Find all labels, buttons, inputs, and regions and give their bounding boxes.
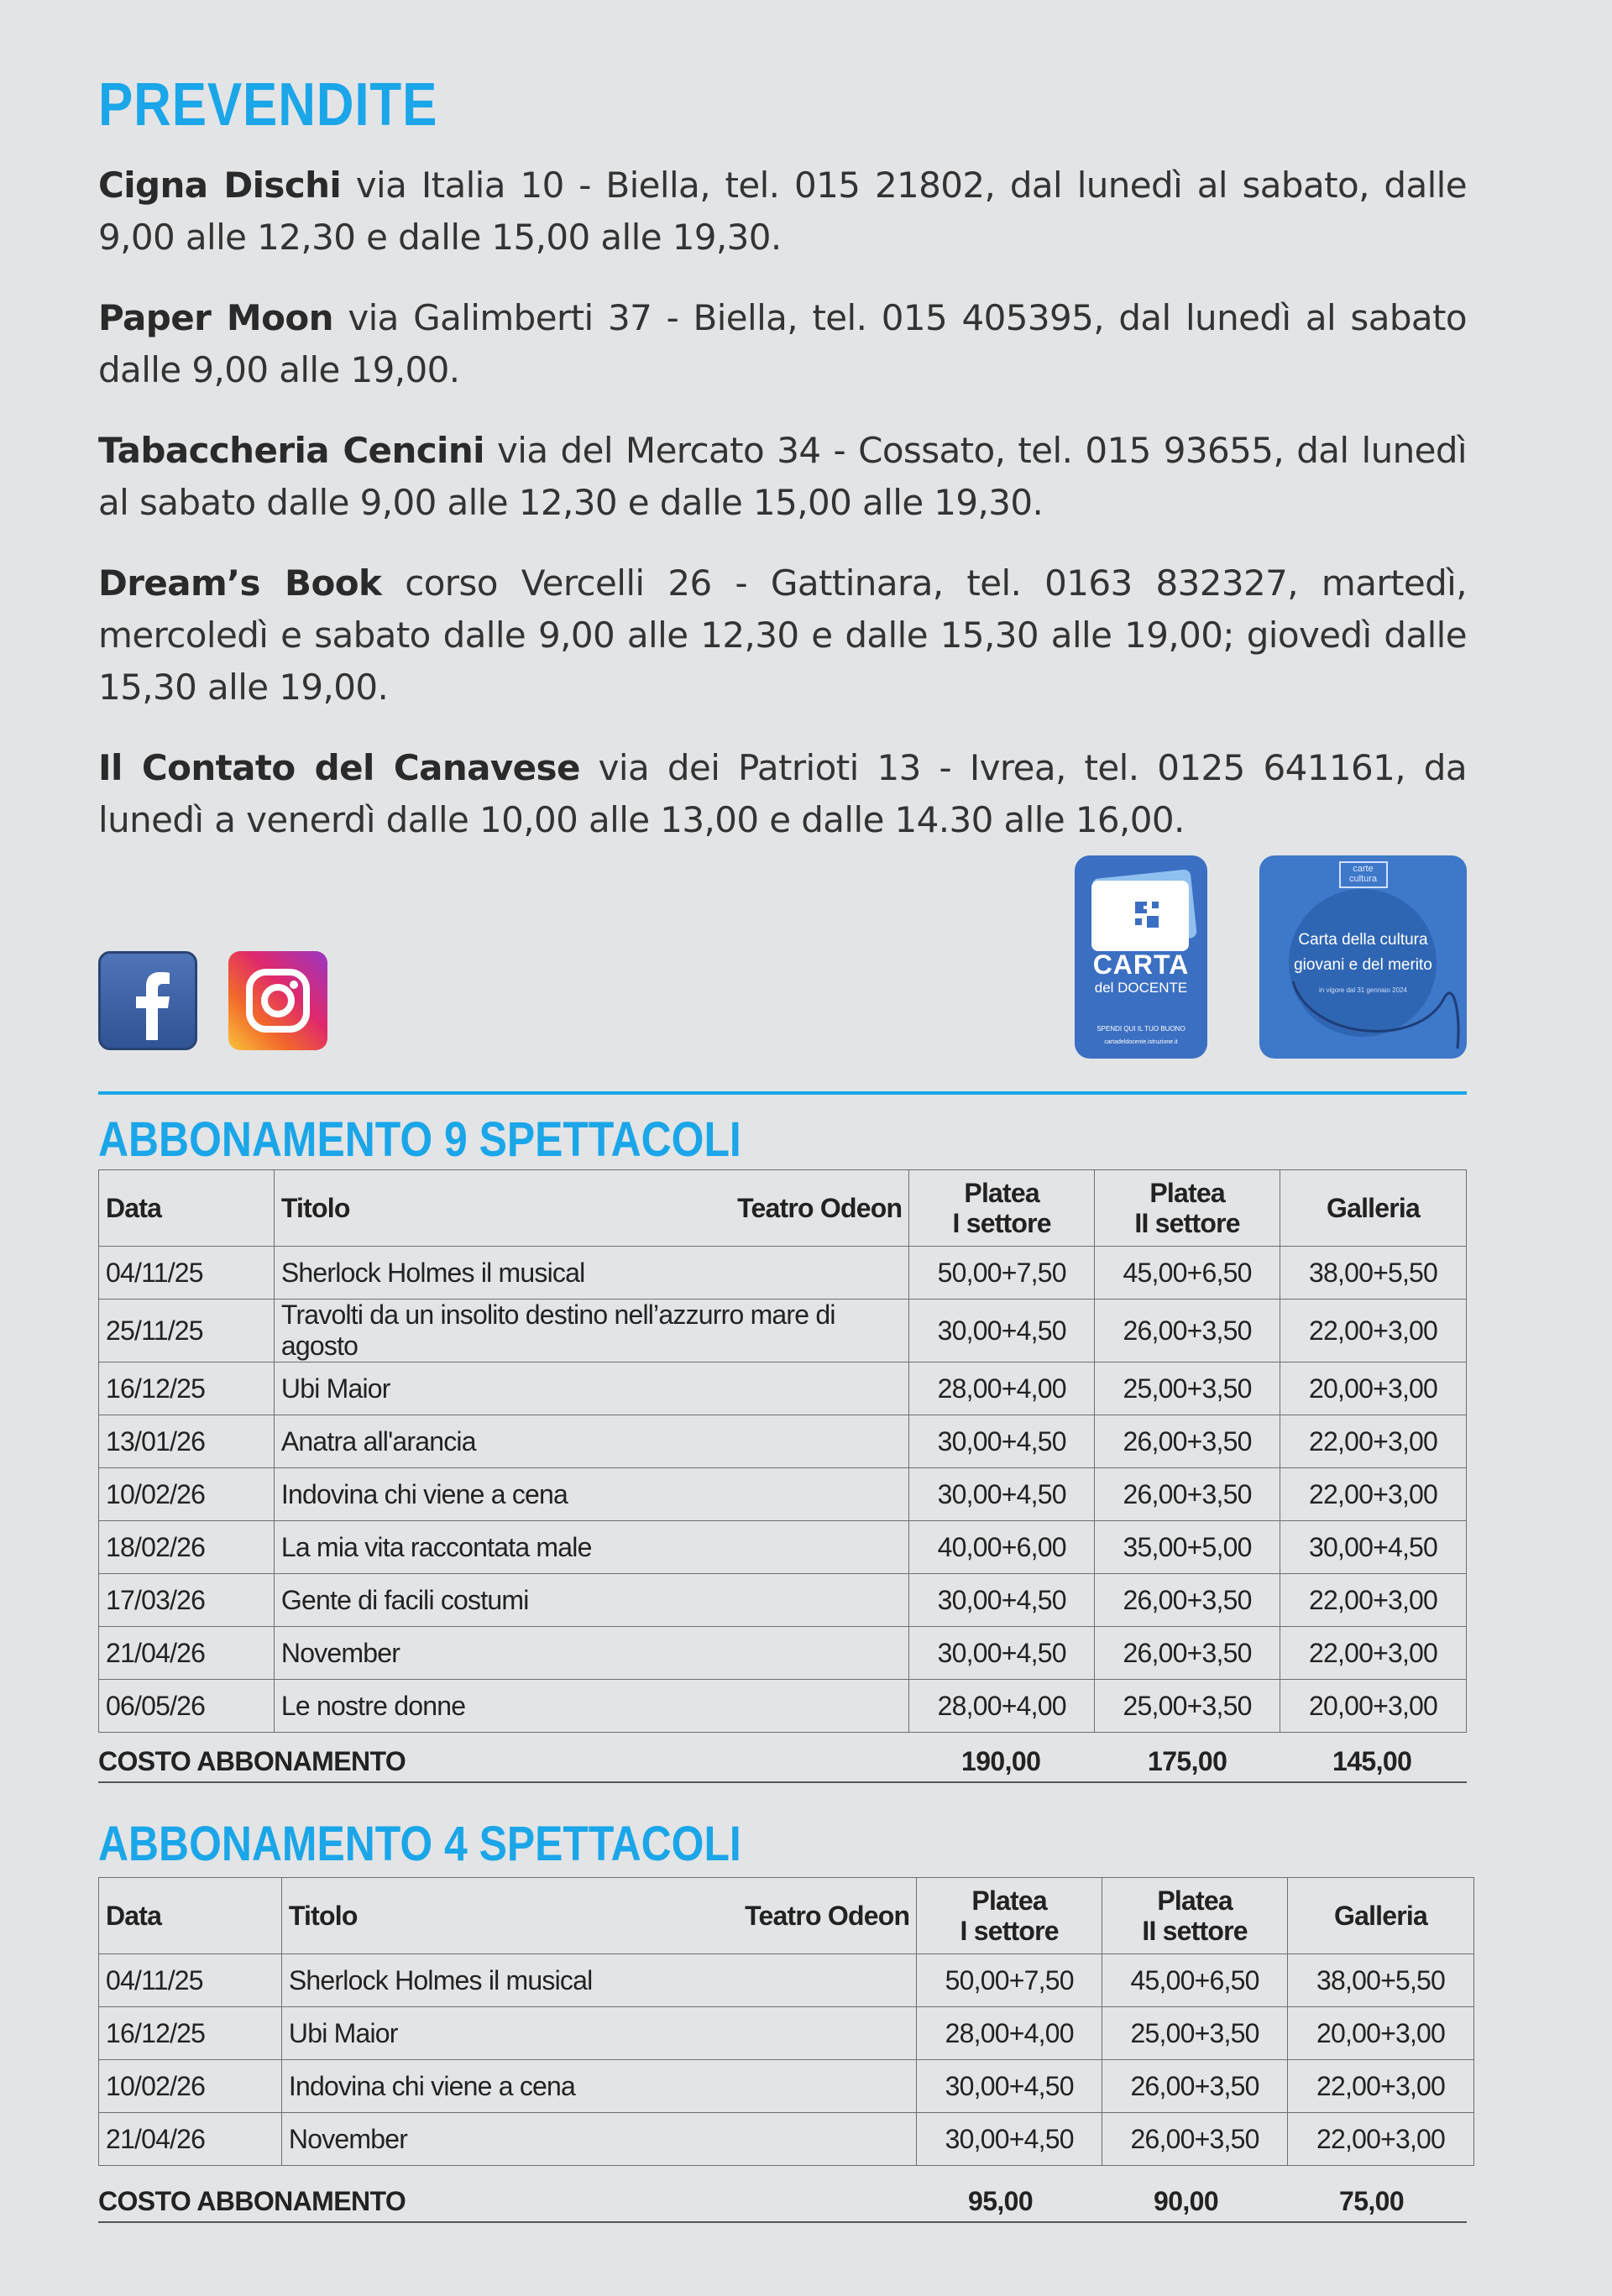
cell-date: 04/11/25 bbox=[99, 1954, 282, 2007]
col-header-label: Platea bbox=[1157, 1885, 1233, 1916]
table-header-row bbox=[99, 1878, 1474, 1954]
col-header-data: Data bbox=[99, 1878, 282, 1954]
cell-platea-1: 30,00+4,50 bbox=[909, 1627, 1095, 1680]
cost-galleria: 75,00 bbox=[1339, 2186, 1405, 2216]
carta-docente-logo bbox=[1075, 855, 1207, 1059]
cell-date: 16/12/25 bbox=[99, 1362, 275, 1415]
vendor-item bbox=[98, 160, 1467, 264]
cell-platea-1: 50,00+7,50 bbox=[917, 1954, 1102, 2007]
col-header-label: Platea bbox=[964, 1178, 1039, 1208]
cell-date: 25/11/25 bbox=[99, 1300, 275, 1362]
cell-date: 21/04/26 bbox=[99, 2113, 282, 2166]
cost-label: COSTO ABBONAMENTO bbox=[98, 2186, 406, 2216]
table-row bbox=[99, 1627, 1467, 1680]
cell-platea-1: 50,00+7,50 bbox=[909, 1247, 1095, 1300]
cell-title: November bbox=[274, 1627, 908, 1680]
table-row bbox=[99, 2060, 1474, 2113]
section-divider bbox=[98, 1091, 1467, 1095]
col-header-titolo bbox=[274, 1170, 908, 1247]
cell-date: 06/05/26 bbox=[99, 1680, 275, 1733]
cell-title: Ubi Maior bbox=[274, 1362, 908, 1415]
cell-title: Anatra all'arancia bbox=[274, 1415, 908, 1468]
col-header-galleria: Galleria bbox=[1280, 1170, 1467, 1247]
table-row bbox=[99, 1247, 1467, 1300]
vendor-item bbox=[98, 742, 1467, 846]
cost-galleria: 145,00 bbox=[1332, 1746, 1412, 1776]
cell-title: Indovina chi viene a cena bbox=[281, 2060, 916, 2113]
cell-galleria: 38,00+5,50 bbox=[1288, 1954, 1474, 2007]
cell-galleria: 38,00+5,50 bbox=[1280, 1247, 1467, 1300]
cell-title: November bbox=[281, 2113, 916, 2166]
cell-date: 10/02/26 bbox=[99, 2060, 282, 2113]
cell-galleria: 22,00+3,00 bbox=[1288, 2113, 1474, 2166]
cell-title: Sherlock Holmes il musical bbox=[274, 1247, 908, 1300]
instagram-icon[interactable] bbox=[228, 951, 327, 1050]
cell-galleria: 22,00+3,00 bbox=[1280, 1627, 1467, 1680]
vendor-item bbox=[98, 292, 1467, 396]
vendor-details: via Italia 10 - Biella, tel. 015 21802, dal lunedì al sabato, dalle 9,00 alle 12,30 e dalle 15,00 alle 19,30. bbox=[98, 165, 1467, 258]
carte-cultura-logo-text: cultura bbox=[1348, 874, 1378, 884]
vendor-name: Dream’s Book bbox=[98, 562, 382, 604]
cost-platea-2: 175,00 bbox=[1148, 1746, 1227, 1776]
vendor-details: via dei Patrioti 13 - Ivrea, tel. 0125 641161, da lunedì a venerdì dalle 10,00 alle 13,00 e dalle 14.30 alle 16,00. bbox=[98, 747, 1467, 840]
carta-cultura-note: in vigore dal 31 gennaio 2024 bbox=[1319, 986, 1407, 994]
cell-platea-2: 35,00+5,00 bbox=[1095, 1521, 1280, 1574]
cell-galleria: 22,00+3,00 bbox=[1288, 2060, 1474, 2113]
vendor-details: via Galimberti 37 - Biella, tel. 015 405395, dal lunedì al sabato dalle 9,00 alle 19,00. bbox=[98, 297, 1467, 390]
cell-platea-2: 25,00+3,50 bbox=[1095, 1362, 1280, 1415]
cell-title: Ubi Maior bbox=[281, 2007, 916, 2060]
cell-title: Gente di facili costumi bbox=[274, 1574, 908, 1627]
cell-galleria: 20,00+3,00 bbox=[1280, 1362, 1467, 1415]
abbonamento-9-table bbox=[98, 1169, 1467, 1733]
cell-platea-1: 30,00+4,50 bbox=[909, 1468, 1095, 1521]
cell-galleria: 20,00+3,00 bbox=[1288, 2007, 1474, 2060]
vendor-name: Tabaccheria Cencini bbox=[98, 430, 484, 471]
col-header-data: Data bbox=[99, 1170, 275, 1247]
cost-platea-1: 190,00 bbox=[961, 1746, 1041, 1776]
cell-galleria: 22,00+3,00 bbox=[1280, 1574, 1467, 1627]
carta-docente-note: SPENDI QUI IL TUO BUONO bbox=[1096, 1025, 1185, 1033]
carta-docente-subtitle: del DOCENTE bbox=[1094, 980, 1188, 996]
cell-platea-1: 40,00+6,00 bbox=[909, 1521, 1095, 1574]
cost-platea-2: 90,00 bbox=[1154, 2186, 1219, 2216]
cell-platea-1: 30,00+4,50 bbox=[917, 2113, 1102, 2166]
table-row bbox=[99, 1415, 1467, 1468]
prevendite-title: PREVENDITE bbox=[98, 71, 438, 139]
col-header-label: Platea bbox=[971, 1885, 1047, 1916]
carta-cultura-logo bbox=[1259, 855, 1467, 1059]
table-row bbox=[99, 1300, 1467, 1362]
carta-docente-title: CARTA bbox=[1092, 949, 1190, 980]
carta-cultura-title: Carta della cultura bbox=[1298, 931, 1428, 949]
cost-label: COSTO ABBONAMENTO bbox=[98, 1746, 406, 1776]
vendor-name: Paper Moon bbox=[98, 297, 333, 338]
vendor-item bbox=[98, 557, 1467, 714]
vendor-details: via del Mercato 34 - Cossato, tel. 015 93655, dal lunedì al sabato dalle 9,00 alle 12,30 e dalle 15,00 alle 19,30. bbox=[98, 430, 1467, 523]
cell-platea-2: 45,00+6,50 bbox=[1095, 1247, 1280, 1300]
cell-platea-1: 28,00+4,00 bbox=[909, 1680, 1095, 1733]
col-header-label: II settore bbox=[1134, 1208, 1240, 1238]
col-header-platea-2 bbox=[1102, 1878, 1288, 1954]
vendor-item bbox=[98, 425, 1467, 529]
cell-platea-2: 26,00+3,50 bbox=[1095, 1468, 1280, 1521]
cell-galleria: 22,00+3,00 bbox=[1280, 1415, 1467, 1468]
cell-platea-1: 30,00+4,50 bbox=[917, 2060, 1102, 2113]
table-row bbox=[99, 2007, 1474, 2060]
col-header-titolo-label: Titolo bbox=[280, 1193, 350, 1223]
col-header-titolo-label: Titolo bbox=[288, 1901, 358, 1931]
col-header-platea-2 bbox=[1095, 1170, 1280, 1247]
cell-galleria: 22,00+3,00 bbox=[1280, 1468, 1467, 1521]
abbonamento-4-title: ABBONAMENTO 4 SPETTACOLI bbox=[98, 1817, 741, 1871]
col-header-platea-1 bbox=[909, 1170, 1095, 1247]
abbonamento-4-table bbox=[98, 1877, 1474, 2166]
cell-platea-2: 26,00+3,50 bbox=[1102, 2060, 1288, 2113]
table-row bbox=[99, 2113, 1474, 2166]
cell-title: Le nostre donne bbox=[274, 1680, 908, 1733]
vendor-details: corso Vercelli 26 - Gattinara, tel. 0163 832327, martedì, mercoledì e sabato dalle 9,00 alle 12,30 e dalle 15,30 alle 19,00; giovedì dalle 15,30 alle 19,00. bbox=[98, 562, 1467, 708]
col-header-teatro: Teatro Odeon bbox=[745, 1901, 910, 1931]
vendor-name: Cigna Dischi bbox=[98, 165, 342, 206]
cell-galleria: 30,00+4,50 bbox=[1280, 1521, 1467, 1574]
cell-platea-1: 30,00+4,50 bbox=[909, 1415, 1095, 1468]
abbonamento-9-cost-row bbox=[98, 1738, 1467, 1783]
col-header-label: I settore bbox=[960, 1916, 1059, 1946]
cell-date: 13/01/26 bbox=[99, 1415, 275, 1468]
cell-date: 21/04/26 bbox=[99, 1627, 275, 1680]
abbonamento-4-cost-row bbox=[98, 2178, 1467, 2223]
vendor-name: Il Contato del Canavese bbox=[98, 747, 580, 788]
cell-platea-2: 26,00+3,50 bbox=[1095, 1415, 1280, 1468]
cell-platea-2: 26,00+3,50 bbox=[1095, 1300, 1280, 1362]
cell-title: Sherlock Holmes il musical bbox=[281, 1954, 916, 2007]
table-row bbox=[99, 1468, 1467, 1521]
cell-platea-2: 25,00+3,50 bbox=[1102, 2007, 1288, 2060]
col-header-galleria: Galleria bbox=[1288, 1878, 1474, 1954]
cell-date: 17/03/26 bbox=[99, 1574, 275, 1627]
col-header-platea-1 bbox=[917, 1878, 1102, 1954]
cell-platea-2: 45,00+6,50 bbox=[1102, 1954, 1288, 2007]
table-row bbox=[99, 1954, 1474, 2007]
cell-platea-2: 26,00+3,50 bbox=[1095, 1574, 1280, 1627]
cell-galleria: 20,00+3,00 bbox=[1280, 1680, 1467, 1733]
cell-title: Travolti da un insolito destino nell’azzurro mare di agosto bbox=[274, 1300, 908, 1362]
col-header-label: I settore bbox=[952, 1208, 1051, 1238]
vendor-list bbox=[98, 160, 1467, 875]
cell-platea-1: 30,00+4,50 bbox=[909, 1574, 1095, 1627]
col-header-label: II settore bbox=[1142, 1916, 1248, 1946]
cell-platea-2: 25,00+3,50 bbox=[1095, 1680, 1280, 1733]
col-header-label: Platea bbox=[1149, 1178, 1225, 1208]
cell-platea-1: 30,00+4,50 bbox=[909, 1300, 1095, 1362]
table-row bbox=[99, 1574, 1467, 1627]
col-header-teatro: Teatro Odeon bbox=[737, 1193, 903, 1223]
cell-date: 18/02/26 bbox=[99, 1521, 275, 1574]
carta-cultura-subtitle: giovani e del merito bbox=[1294, 956, 1432, 974]
table-row bbox=[99, 1680, 1467, 1733]
cell-title: La mia vita raccontata male bbox=[274, 1521, 908, 1574]
cell-title: Indovina chi viene a cena bbox=[274, 1468, 908, 1521]
carta-docente-url: cartadeldocente.istruzione.it bbox=[1104, 1039, 1178, 1045]
col-header-titolo bbox=[281, 1878, 916, 1954]
cell-date: 04/11/25 bbox=[99, 1247, 275, 1300]
facebook-icon[interactable] bbox=[98, 951, 197, 1050]
cell-platea-1: 28,00+4,00 bbox=[909, 1362, 1095, 1415]
cell-date: 10/02/26 bbox=[99, 1468, 275, 1521]
cell-platea-2: 26,00+3,50 bbox=[1102, 2113, 1288, 2166]
cell-platea-2: 26,00+3,50 bbox=[1095, 1627, 1280, 1680]
carte-cultura-logo-text: carte bbox=[1353, 864, 1374, 874]
table-header-row bbox=[99, 1170, 1467, 1247]
cell-galleria: 22,00+3,00 bbox=[1280, 1300, 1467, 1362]
table-row bbox=[99, 1521, 1467, 1574]
cell-date: 16/12/25 bbox=[99, 2007, 282, 2060]
table-row bbox=[99, 1362, 1467, 1415]
abbonamento-9-title: ABBONAMENTO 9 SPETTACOLI bbox=[98, 1112, 741, 1167]
cell-platea-1: 28,00+4,00 bbox=[917, 2007, 1102, 2060]
cost-platea-1: 95,00 bbox=[968, 2186, 1034, 2216]
